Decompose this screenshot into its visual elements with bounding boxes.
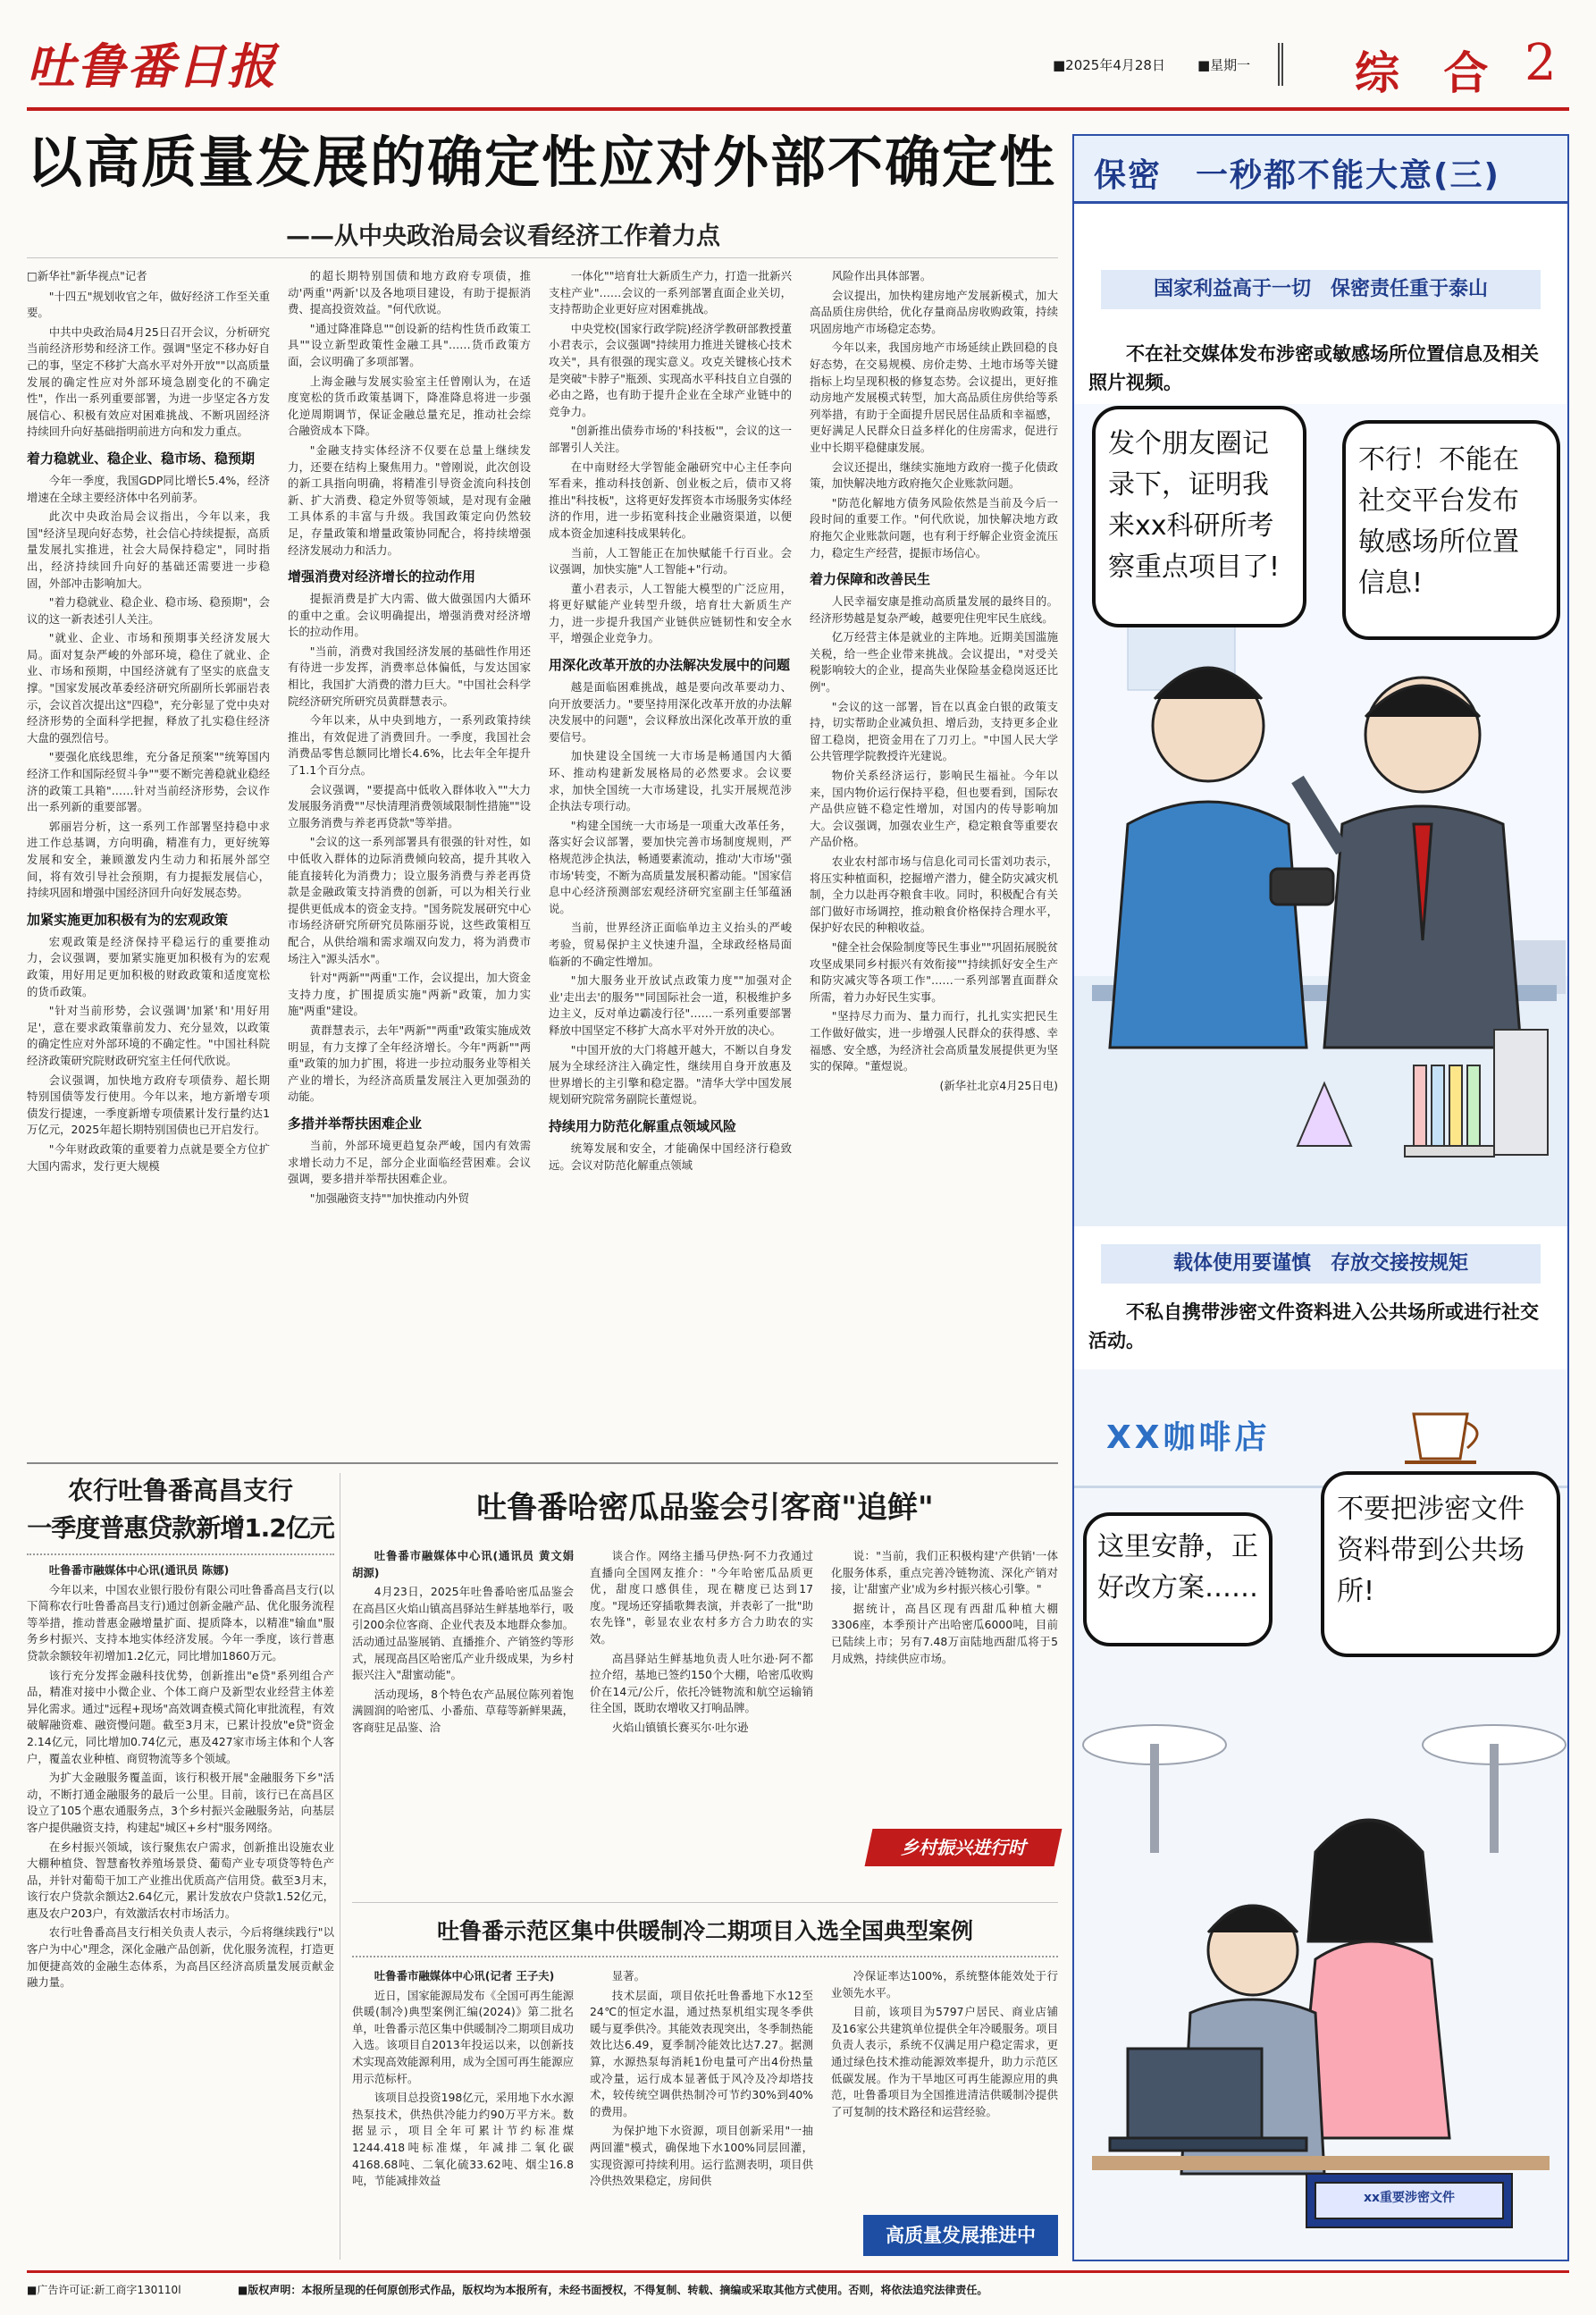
- paragraph: 郭丽岩分析，这一系列工作部署坚持稳中求进工作总基调，方向明确，精准有力，更好统筹发展和安全，兼顾激发内生动力和拓展外部空间，将有效引导社会预期，有力提振发展信心，持续巩固和增强中国经济回升向好发展态势。: [27, 819, 270, 900]
- bank-title-rule: [27, 1553, 334, 1555]
- paragraph: 据统计，高昌区现有西甜瓜种植大棚3306座，本季预计产出哈密瓜6000吨，目前已陆续上市；另有7.48万亩陆地西甜瓜将于5月成熟，持续供应市场。: [831, 1601, 1058, 1665]
- copyright-notice: ■版权声明：本报所呈现的任何原创形式作品，版权均为本报所有，未经书面授权，不得复制、转载、摘编或采取其他方式使用。否则，将依法追究法律责任。: [238, 2284, 988, 2296]
- paragraph: 统筹发展和安全，才能确保中国经济行稳致远。会议对防范化解重点领域: [549, 1141, 792, 1172]
- paragraph: 在中南财经大学智能金融研究中心主任李向军看来，推动科技创新、创业板之后，债市又将推出"科技板"，这将更好发挥资本市场服务实体经济的作用，进一步拓宽科技企业融资渠道，以便成本资金加速科技成果转化。: [549, 459, 792, 540]
- paragraph: 吐鲁番市融媒体中心讯(通讯员 陈娜): [48, 1563, 230, 1577]
- paragraph: "着力稳就业、稳企业、稳市场、稳预期"，会议的这一新表述引人关注。: [27, 595, 270, 626]
- section-heading: 用深化改革开放的办法解决发展中的问题: [549, 657, 791, 674]
- paragraph: 会议提出，加快构建房地产发展新模式，加大高品质住房供给，优化存量商品房收购政策，持续巩固房地产市场稳定态势。: [810, 288, 1058, 335]
- dateline: (新华社北京4月25日电): [939, 1078, 1058, 1092]
- paragraph: "健全社会保险制度等民生事业""巩固拓展脱贫攻坚成果同乡村振兴有效衔接""持续抓好安全生产和防灾减灾等各项工作"……一系列部署直面群众所需，着力办好民生实事。: [810, 939, 1058, 1004]
- heating-col-1: [352, 1968, 574, 2260]
- paragraph: 农行吐鲁番高昌支行相关负责人表示，今后将继续践行"以客户为中心"理念，深化金融产品创新，优化服务流程，打造更加便捷高效的金融生态体系，为高昌区经济高质量发展贡献金融力量。: [27, 1925, 334, 1990]
- paragraph: 中共中央政治局4月25日召开会议，分析研究当前经济形势和经济工作。强调"坚定不移办好自己的事，坚定不移扩大高水平对外开放""以高质量发展的确定性应对外部环境急剧变化的不确定性"，作出一系列重要部署，为进一步坚定各方发展信心、积极有效应对困难挑战、不断巩固经济持续回升向好基础指明前进方向和发力重点。: [27, 324, 270, 439]
- paragraph: 董小君表示，人工智能大模型的广泛应用，将更好赋能产业转型升级，培育壮大新质生产力，进一步提升我国产业链供应链韧性和安全水平，增强企业竞争力。: [549, 581, 792, 645]
- paragraph: 4月23日，2025年吐鲁番哈密瓜品鉴会在高昌区火焰山镇高昌驿站生鲜基地举行，吸引200余位客商、企业代表及本地群众参加。活动通过品鉴展销、直播推介、产销签约等形式，展现高昌区哈密瓜产业升级成果，为乡村振兴注入"甜蜜动能"。: [352, 1585, 574, 1682]
- lead-article: [27, 125, 1058, 1457]
- bank-body: [27, 1562, 334, 2242]
- section-heading: 持续用力防范化解重点领域风险: [549, 1117, 737, 1134]
- masthead-divider: [1278, 43, 1283, 86]
- paragraph: 今年一季度，我国GDP同比增长5.4%，经济增速在全球主要经济体中名列前茅。: [27, 473, 270, 504]
- scene2-caption: 不私自携带涉密文件资料进入公共场所或进行社交活动。: [1088, 1301, 1539, 1351]
- cafe-sign: XX咖啡店: [1106, 1419, 1271, 1456]
- paragraph: 风险作出具体部署。: [831, 269, 932, 282]
- paragraph: 黄群慧表示，去年"两新""两重"政策实施成效明显，有力支撑了全年经济增长。今年"两新""两重"政策的加力扩围，将进一步拉动服务业等相关产业的增长，为经济高质量发展注入更加强劲的动能。: [288, 1023, 531, 1104]
- scene1-caption: 不在社交媒体发布涉密或敏感场所位置信息及相关照片视频。: [1088, 343, 1539, 393]
- paragraph: 吐鲁番市融媒体中心讯(通讯员 黄文娟 胡源): [352, 1549, 574, 1579]
- heating-col-3: [831, 1968, 1058, 2218]
- heating-title: 吐鲁番示范区集中供暖制冷二期项目入选全国典型案例: [436, 1918, 973, 1944]
- lead-subtitle: ——从中央政治局会议看经济工作着力点: [286, 223, 720, 250]
- scene2-heading: 载体使用要谨慎 存放交接按规矩: [1172, 1252, 1468, 1275]
- melon-col-1: [352, 1548, 574, 1897]
- paragraph: "防范化解地方债务风险依然是当前及今后一段时间的重要工作。"何代欣说，加快解决地方政府拖欠企业账款问题，也有利于纾解企业资金流压力，稳定生产经营，提振市场信心。: [810, 495, 1058, 560]
- scene2-heading-bar: [1101, 1244, 1541, 1284]
- paragraph: 该项目总投资198亿元，采用地下水水源热泵技术，供热供冷能力约90万平方米。数据显示，项目全年可累计节约标准煤1244.418吨标准煤，年减排二氧化碳4168.68吨、二氧化硫33.62吨、烟尘16.8吨，节能减排效益: [352, 2091, 574, 2188]
- scene1-bubble-official: 不行！不能在社交平台发布敏感场所位置信息!: [1342, 420, 1560, 640]
- paragraph: 加快建设全国统一大市场是畅通国内大循环、推动构建新发展格局的必然要求。会议要求，加快全国统一大市场建设，扎实开展规范涉企执法专项行动。: [549, 749, 792, 813]
- paragraph: 当前，世界经济正面临单边主义抬头的严峻考验，贸易保护主义快速升温，全球政经格局面临新的不确定性增加。: [549, 921, 792, 968]
- masthead-rule: [27, 107, 1569, 111]
- paragraph: 亿万经营主体是就业的主阵地。近期美国滥施关税，给一些企业带来挑战。会议提出，"对受关税影响较大的企业，提高失业保险基金稳岗返还比例"。: [810, 630, 1058, 694]
- section-heading: 加紧实施更加积极有为的宏观政策: [27, 911, 229, 928]
- paragraph: 农业农村部市场与信息化司司长雷刘功表示，将压实种植面积，挖掘增产潜力，健全防灾减灾机制，全力以赴再夺粮食丰收。同时，积极配合有关部门做好市场调控，推动粮食价格保持合理水平，保护好农民的种粮收益。: [810, 854, 1058, 935]
- comic-panel: [1072, 134, 1569, 2261]
- paragraph: "十四五"规划收官之年，做好经济工作至关重要。: [27, 289, 270, 320]
- issue-date: ■2025年4月28日: [1053, 57, 1165, 73]
- paragraph: "就业、企业、市场和预期事关经济发展大局。面对复杂严峻的外部环境，稳住了就业、企业、市场和预期，中国经济就有了坚实的底盘支撑。"国家发展改革委经济研究所副所长郭丽岩表示，会议首次提出这"四稳"，充分彰显了党中央对经济形势的全面科学把握，释放了扎实稳住经济大盘的强烈信号。: [27, 631, 270, 745]
- paragraph: 火焰山镇镇长赛买尔·吐尔逊: [611, 1720, 749, 1734]
- melon-col-2: [590, 1548, 813, 1897]
- lead-col-2: [288, 268, 531, 1448]
- melon-title: 吐鲁番哈密瓜品鉴会引客商"追鲜": [476, 1490, 934, 1526]
- section-heading: 着力保障和改善民生: [810, 571, 931, 588]
- ad-license: ■广告许可证:新工商字130110l: [27, 2284, 181, 2296]
- paragraph: 上海金融与发展实验室主任曾刚认为，在适度宽松的货币政策基调下，降准降息将进一步强化逆周期调节，保证金融总量充足，推动社会综合融资成本下降。: [288, 374, 531, 438]
- section-name: 综 合: [1355, 47, 1503, 99]
- paragraph: 针对"两新""两重"工作，会议提出，加大资金支持力度，扩围提质实施"两新"政策，加力实施"两重"建设。: [288, 971, 531, 1018]
- paragraph: "坚持尽力而为、量力而行，扎扎实实把民生工作做好做实，进一步增强人民群众的获得感、幸福感、安全感，为经济社会高质量发展提供更为坚实的保障。"董煜说。: [810, 1009, 1058, 1073]
- paragraph: "加强融资支持""加快推动内外贸: [309, 1191, 469, 1205]
- paragraph: "会议的这一系列部署具有很强的针对性，如中低收入群体的边际消费倾向较高，提升其收入能直接转化为消费力；设立服务消费与养老再贷款是金融政策支持消费的创新，可以为相关行业提供更低成本的资金支持。"国务院发展研究中心市场经济研究所研究员陈丽芬说，这些政策相互配合，从供给端和需求端双向发力，将为消费市场注入"源头活水"。: [288, 835, 531, 965]
- paragraph: 会议强调，加快地方政府专项债券、超长期特别国债等发行使用。今年以来，地方新增专项债发行提速，一季度新增专项债累计发行量约达1万亿元，2025年超长期特别国债也已开启发行。: [27, 1073, 270, 1137]
- paragraph: 为扩大金融服务覆盖面，该行积极开展"金融服务下乡"活动，不断打通金融服务的最后一公里。目前，该行已在高昌区设立了105个惠农通服务点，3个乡村振兴金融服务站，向基层客户提供融资支持，构建起"城区+乡村"服务网络。: [27, 1771, 334, 1834]
- paragraph: 中央党校(国家行政学院)经济学教研部教授董小君表示，会议强调"持续用力推进关键核心技术攻关"，具有很强的现实意义。攻克关键核心技术是突破"卡脖子"瓶颈、实现高水平科技自立自强的必由之路，也有助于提升企业在全球产业链中的竞争力。: [549, 321, 792, 418]
- paragraph: 吐鲁番市融媒体中心讯(记者 王子夫): [374, 1969, 555, 1982]
- paragraph: "通过降准降息""创设新的结构性货币政策工具""设立新型政策性金融工具"……货币政策方面，会议明确了多项部署。: [288, 321, 531, 368]
- paragraph: 人民幸福安康是推动高质量发展的最终目的。经济形势越是复杂严峻，越要兜住兜牢民生底线。: [810, 594, 1058, 625]
- heating-story: [352, 1909, 1058, 2260]
- lead-byline: □新华社"新华视点"记者: [27, 269, 147, 282]
- paragraph: 此次中央政治局会议指出，今年以来，我国"经济呈现向好态势，社会信心持续提振，高质量发展扎实推进，社会大局保持稳定"，同时指出，经济持续回升向好的基础还需要进一步稳固，外部冲击影响加大。: [27, 509, 270, 590]
- paragraph: 提振消费是扩大内需、做大做强国内大循环的重中之重。会议明确提出，增强消费对经济增长的拉动作用。: [288, 592, 531, 639]
- melon-story: [352, 1473, 1058, 1902]
- paragraph: "会议的这一部署，旨在以真金白银的政策支持，切实帮助企业减负担、增后劲，支持更多企业留工稳岗，把资金用在了刀刃上。"中国人民大学公共管理学院教授许光建说。: [810, 699, 1058, 763]
- paragraph: 越是面临困难挑战，越是要向改革要动力、向开放要活力。"要坚持用深化改革开放的办法解决发展中的问题"，会议释放出深化改革开放的重要信号。: [549, 680, 792, 744]
- paragraph: 今年以来，中国农业银行股份有限公司吐鲁番高昌支行(以下简称农行吐鲁番高昌支行)通过创新金融产品、优化服务流程等举措，推动普惠金融增量扩面、提质降本，以精准"输血"服务乡村振兴、支持本地实体经济发展。今年一季度，该行普惠贷款余额较年初增加1.2亿元，同比增加1860万元。: [27, 1582, 334, 1663]
- lead-col-1: [27, 268, 270, 1448]
- paragraph: "中国开放的大门将越开越大，不断以自身发展为全球经济注入确定性，继续用自身开放惠及世界增长的主引擎和稳定器。"清华大学中国发展规划研究院常务副院长董煜说。: [549, 1042, 792, 1107]
- paragraph: "要强化底线思维，充分备足预案""统筹国内经济工作和国际经贸斗争""要不断完善稳就业稳经济的政策工具箱"……针对当前经济形势，会议作出一系列新的重要部署。: [27, 750, 270, 814]
- footer: [27, 2270, 1569, 2302]
- paragraph: 说："当前，我们正积极构建'产供销'一体化服务体系，重点完善冷链物流、深化产销对接，让'甜蜜产业'成为乡村振兴核心引擎。": [831, 1549, 1058, 1596]
- paragraph: "针对当前形势，会议强调'加紧'和'用好用足'，意在要求政策靠前发力、充分显效，以政策的确定性应对外部环境的不确定性。"中国社科院经济政策研究院财政研究室主任何代欣说。: [27, 1004, 270, 1067]
- paragraph: 会议还提出，继续实施地方政府一揽子化债政策，加快解决地方政府拖欠企业账款问题。: [810, 459, 1058, 491]
- section-heading: 增强消费对经济增长的拉动作用: [288, 568, 476, 585]
- paragraph: 目前，该项目为5797户居民、商业店铺及16家公共建筑单位提供全年冷暖服务。项目负责人表示，系统不仅满足用户稳定需求，更通过绿色技术推动能源效率提升，助力示范区低碳发展。作为干旱地区可再生能源应用的典范，吐鲁番项目为全国推进清洁供暖制冷提供了可复制的技术路径和运营经验。: [831, 2005, 1058, 2118]
- quality-development-tag: 高质量发展推进中: [863, 2215, 1058, 2256]
- lead-col-3: [549, 268, 792, 1448]
- paragraph: "当前，消费对我国经济发展的基础性作用还有待进一步发挥，消费率总体偏低，与发达国家相比，我国扩大消费的潜力巨大。"中国社会科学院经济研究所研究员黄群慧表示。: [288, 644, 531, 708]
- paragraph: 的超长期特别国债和地方政府专项债，推动'两重''两新'以及各地项目建设，有助于提振消费、提高投资效益。"何代欣说。: [288, 269, 531, 316]
- melon-col-3: [831, 1548, 1058, 1816]
- melon-bottom-rule: [352, 1902, 1058, 1903]
- section-heading: 多措并举帮扶困难企业: [288, 1115, 423, 1132]
- issue-weekday: ■星期一: [1197, 57, 1251, 73]
- paragraph: 宏观政策是经济保持平稳运行的重要推动力，会议强调，要加紧实施更加积极有为的宏观政策，用好用足更加积极的财政政策和适度宽松的货币政策。: [27, 934, 270, 998]
- scene1-heading-bar: [1101, 270, 1541, 309]
- paragraph: 今年以来，从中央到地方，一系列政策持续推出，有效促进了消费回升。一季度，我国社会消费品零售总额同比增长4.6%，比去年全年提升了1.1个百分点。: [288, 713, 531, 778]
- heating-title-rule: [352, 1956, 1058, 1957]
- bank-story: [27, 1473, 334, 2260]
- paragraph: 今年以来，我国房地产市场延续止跌回稳的良好态势，在交易规模、房价走势、土地市场等关键指标上均呈现积极的修复态势。会议提出，更好推动房地产发展模式转型，加大高品质住房供给等系列举措，有助于全面提升居民居住品质和幸福感，更好满足人民群众日益多样化的住房需求，促进行业中长期平稳健康发展。: [810, 341, 1058, 454]
- masthead: [27, 16, 1569, 114]
- lead-title: 以高质量发展的确定性应对外部不确定性: [27, 130, 1057, 195]
- newspaper-logo: 吐鲁番日报: [27, 38, 277, 95]
- paragraph: "创新推出债券市场的'科技板'"，会议的这一部署引人关注。: [549, 424, 792, 454]
- paragraph: 当前，外部环境更趋复杂严峻，国内有效需求增长动力不足，部分企业面临经营困难。会议强调，要多措并举帮扶困难企业。: [288, 1138, 531, 1186]
- comic-title: 保密 一秒都不能大意(三): [1094, 157, 1500, 194]
- bank-title-1: 农行吐鲁番高昌支行: [67, 1476, 293, 1505]
- lead-bottom-rule: [27, 1462, 1058, 1464]
- scene1-bubble-visitor: 发个朋友圈记录下，证明我来xx科研所考察重点项目了!: [1092, 406, 1306, 627]
- paragraph: "构建全国统一大市场是一项重大改革任务，落实好会议部署，要加快完善市场制度规则，严格规范涉企执法，畅通要素流动，推动'大市场''强市场'转变，不断为高质量发展积蓄动能。"国家信息中心经济预测部宏观经济研究室副主任邹蕴涵说。: [549, 818, 792, 915]
- paragraph: "加大服务业开放试点政策力度""加强对企业'走出去'的服务""同国际社会一道，积极维护多边主义，反对单边霸凌行径"……一系列重要部署释放中国坚定不移扩大高水平对外开放的决心。: [549, 973, 792, 1037]
- paragraph: 技术层面，项目依托吐鲁番地下水12至24℃的恒定水温，通过热泵机组实现冬季供暖与夏季供冷。其能效表现突出，冬季制热能效比达6.49，夏季制冷能效比达7.27。据测算，水源热泵每消耗1份电量可产出4份热量或冷量，运行成本显著低于风冷及冷却塔技术，较传统空调供热制冷可节约30%到40%的费用。: [590, 1988, 813, 2118]
- paragraph: 高昌驿站生鲜基地负责人吐尔逊·阿不都拉介绍，基地已签约150个大棚，哈密瓜收购价在14元/公斤，依托冷链物流和航空运输销往全国，既助农增收又打响品牌。: [590, 1651, 813, 1715]
- comic-title-bar: [1074, 136, 1567, 204]
- scene2-bubble-woman: 不要把涉密文件资料带到公共场所!: [1321, 1471, 1560, 1657]
- paragraph: 活动现场，8个特色农产品展位陈列着饱满圆润的哈密瓜、小番茄、草莓等新鲜果蔬，客商驻足品鉴、洽: [352, 1687, 574, 1734]
- rural-revitalization-tag: 乡村振兴进行时: [865, 1829, 1063, 1866]
- paragraph: 近日，国家能源局发布《全国可再生能源供暖(制冷)典型案例汇编(2024)》第二批名单，吐鲁番示范区集中供暖制冷二期项目成功入选。该项目自2013年投运以来，以创新技术实现高效能源利用，成为全国可再生能源应用示范标杆。: [352, 1988, 574, 2085]
- section-heading: 着力稳就业、稳企业、稳市场、稳预期: [27, 450, 256, 467]
- page-number: 2: [1525, 34, 1557, 92]
- paragraph: 会议强调，"要提高中低收入群体收入""大力发展服务消费""尽快清理消费领域限制性措施""设立服务消费与养老再贷款"等举措。: [288, 782, 531, 829]
- paragraph: 冷保证率达100%，系统整体能效处于行业领先水平。: [831, 1969, 1058, 1999]
- paragraph: "金融支持实体经济不仅要在总量上继续发力，还要在结构上聚焦用力。"曾刚说，此次创设的新工具指向明确，将精准引导资金流向科技创新、扩大消费、稳定外贸等领域，是对现有金融工具体系的丰富与升级。我国政策定向仍然较足，存量政策和增量政策协同配合，将持续增强经济发展动力和活力。: [288, 442, 531, 557]
- paragraph: 当前，人工智能正在加快赋能千行百业。会议强调，加快实施"人工智能+"行动。: [549, 545, 792, 577]
- paragraph: 在乡村振兴领域，该行聚焦农户需求，创新推出设施农业大棚种植贷、智慧畜牧养殖场景贷、葡萄产业专项贷等特色产品，并针对葡萄干加工产业推出优质高产信用贷。截至3月末，该行农户贷款余额达2.64亿元，累计发放农户贷款1.52亿元，惠及农户203户，有效激活农村市场活力。: [27, 1839, 334, 1920]
- secret-folder-label: xx重要涉密文件: [1363, 2191, 1456, 2205]
- scene1-heading: 国家利益高于一切 保密责任重于泰山: [1153, 278, 1488, 300]
- paragraph: 谈合作。网络主播马伊热·阿不力孜通过直播向全国网友推介："今年哈密瓜品质更优，甜度口感俱佳，现在糖度已达到17度。"现场还穿插歌舞表演，并表彰了一批"助农先锋"，彰显农业农村多方合力助农的实效。: [590, 1549, 813, 1646]
- scene2-bubble-man: 这里安静，正好改方案……: [1083, 1512, 1273, 1646]
- lead-col-4: [810, 268, 1058, 1448]
- lead-title-rule: [27, 257, 1058, 258]
- bank-title-2: 一季度普惠贷款新增1.2亿元: [27, 1513, 334, 1543]
- paragraph: 为保护地下水资源，项目创新采用"一抽两回灌"模式，确保地下水100%同层回灌，实现资源可持续利用。运行监测表明，项目供冷供热效果稳定，房间供: [590, 2124, 813, 2188]
- heating-col-2: [590, 1968, 813, 2260]
- paragraph: 物价关系经济运行，影响民生福祉。今年以来，国内物价运行保持平稳，但也要看到，国际农产品供应链不稳定性增加，对国内的传导影响加大。会议强调，加强农业生产，稳定粮食等重要农产品价格。: [810, 769, 1058, 849]
- paragraph: 显著。: [611, 1969, 645, 1982]
- paragraph: 该行充分发挥金融科技优势，创新推出"e贷"系列组合产品，精准对接中小微企业、个体工商户及新型农业经营主体差异化需求。通过"远程+现场"高效调查模式简化审批流程，有效破解融资难、融资慢问题。截至3月末，已累计投放"e贷"资金2.14亿元，同比增加0.74亿元，惠及427家市场主体和个人客户，覆盖农业种植、商贸物流等多个领域。: [27, 1668, 334, 1765]
- paragraph: 一体化""培育壮大新质生产力，打造一批新兴支柱产业"……会议的一系列部署直面企业关切，支持帮助企业更好应对困难挑战。: [549, 269, 792, 316]
- paragraph: "今年财政政策的重要着力点就是要全方位扩大国内需求，发行更大规模: [27, 1141, 270, 1173]
